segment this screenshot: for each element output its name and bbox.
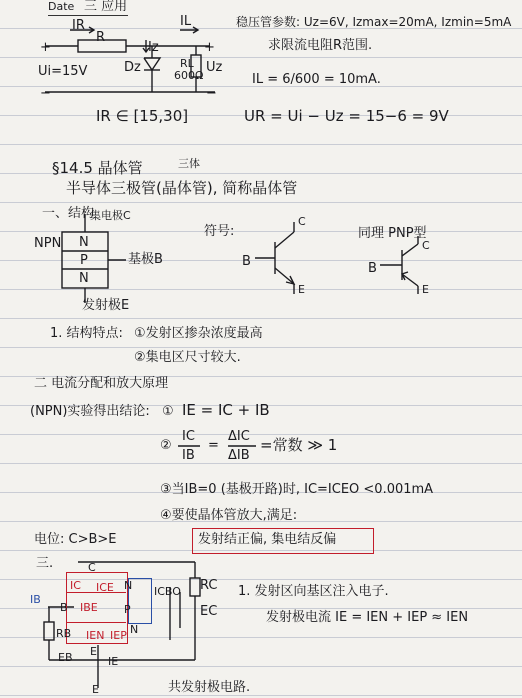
eq2-right-den: ΔIB <box>228 448 250 463</box>
base-label: 基极B <box>128 252 163 267</box>
features-title: 1. 结构特点: <box>50 326 123 341</box>
eq2-left-num: IC <box>182 429 195 444</box>
conclusion-title: (NPN)实验得出结论: <box>30 404 150 419</box>
emitter-label: 发射极E <box>82 298 130 313</box>
eq2-equals: = <box>208 438 219 453</box>
e-label: E <box>90 645 97 658</box>
npn-pin-c: C <box>298 215 306 228</box>
minus-left: − <box>40 86 51 101</box>
c-label: C <box>88 561 96 574</box>
note-above: 三体 <box>178 157 200 170</box>
pnp-pin-c: C <box>422 239 430 252</box>
layer-n-bottom: N <box>79 271 89 286</box>
symbol-title: 符号: <box>204 224 235 239</box>
il-calc: IL = 6/600 = 10mA. <box>252 72 381 87</box>
page-title: 三 应用 <box>84 0 128 14</box>
n-top-label: N <box>124 579 133 592</box>
plus-left: + <box>40 40 51 55</box>
resistor-r-label: R <box>96 30 106 45</box>
pnp-pin-b: B <box>368 261 377 276</box>
zener-task: 求限流电阻R范围. <box>268 38 373 53</box>
b-label: B <box>60 601 68 614</box>
plus-right: + <box>204 40 215 55</box>
junction-line-bottom <box>67 622 126 623</box>
rb-label: RB <box>56 627 72 640</box>
ie-label: IE <box>108 655 119 668</box>
date-label: Date <box>48 0 75 13</box>
icbo-label: ICBO <box>154 585 181 598</box>
bias-condition: 发射结正偏, 集电结反偏 <box>198 532 337 547</box>
n-bottom-label: N <box>130 623 139 636</box>
dz-label: Dz <box>124 60 141 75</box>
iz-branch-label: Iz <box>148 40 159 55</box>
zener-params: 稳压管参数: Uz=6V, Izmax=20mA, Izmin=5mA <box>236 15 512 29</box>
section-heading: §14.5 晶体管 <box>52 159 143 177</box>
ib-label: IB <box>30 593 41 606</box>
il-label: IL <box>180 14 192 29</box>
iz-label: IR <box>72 18 85 33</box>
ur-calc: UR = Ui − Uz = 15−6 = 9V <box>244 107 449 125</box>
ic-label: IC <box>70 579 81 592</box>
npn-pin-e: E <box>298 283 305 296</box>
part3-num: 三. <box>36 556 54 571</box>
ien-label: IEN <box>86 629 105 642</box>
minus-right: − <box>206 86 217 101</box>
eq2-tail: =常数 ≫ 1 <box>260 436 338 454</box>
npn-pin-b: B <box>242 254 251 269</box>
ir-range: IR ∈ [15,30] <box>96 107 189 125</box>
eq4: ④要使晶体管放大,满足: <box>160 508 298 523</box>
eq2-left-den: IB <box>182 448 195 463</box>
pnp-pin-e: E <box>422 283 429 296</box>
rl-label: RL <box>180 57 194 70</box>
amplify-title: 二 电流分配和放大原理 <box>34 376 169 391</box>
collector-label: 集电极C <box>90 209 131 222</box>
eq3: ③当IB=0 (基极开路)时, IC=ICEO <0.001mA <box>160 482 434 497</box>
part3-line2: 发射极电流 IE = IEN + IEP ≈ IEN <box>266 610 469 625</box>
uz-label: Uz <box>206 60 223 75</box>
structure-title: 一、结构 <box>42 206 95 221</box>
ibe-label: IBE <box>80 601 98 614</box>
e-bottom-label: E <box>92 683 99 696</box>
eq2-num: ② <box>160 438 172 453</box>
iep-label: IEP <box>110 629 127 642</box>
feature-1: ①发射区掺杂浓度最高 <box>134 326 263 341</box>
eb-label: EB <box>58 651 73 664</box>
p-label: P <box>124 603 131 616</box>
part3-line1: 1. 发射区向基区注入电子. <box>238 584 389 599</box>
eq1: IE = IC + IB <box>182 401 270 419</box>
part3-caption: 共发射极电路. <box>168 680 251 695</box>
ec-label: EC <box>200 604 218 619</box>
layer-p: P <box>80 253 88 268</box>
eq2-right-num: ΔIC <box>228 429 250 444</box>
ui-label: Ui=15V <box>38 64 88 79</box>
layer-n-top: N <box>79 235 89 250</box>
feature-2: ②集电区尺寸较大. <box>134 350 241 365</box>
ice-label: ICE <box>96 581 114 594</box>
rl-value: 600Ω <box>174 69 204 82</box>
rc-label: RC <box>200 578 218 593</box>
npn-label: NPN <box>34 236 62 251</box>
pnp-title: 同理 PNP型 <box>358 226 427 241</box>
section-intro: 半导体三极管(晶体管), 简称晶体管 <box>66 179 298 197</box>
potential-order: 电位: C>B>E <box>34 532 117 547</box>
eq1-num: ① <box>162 404 174 419</box>
